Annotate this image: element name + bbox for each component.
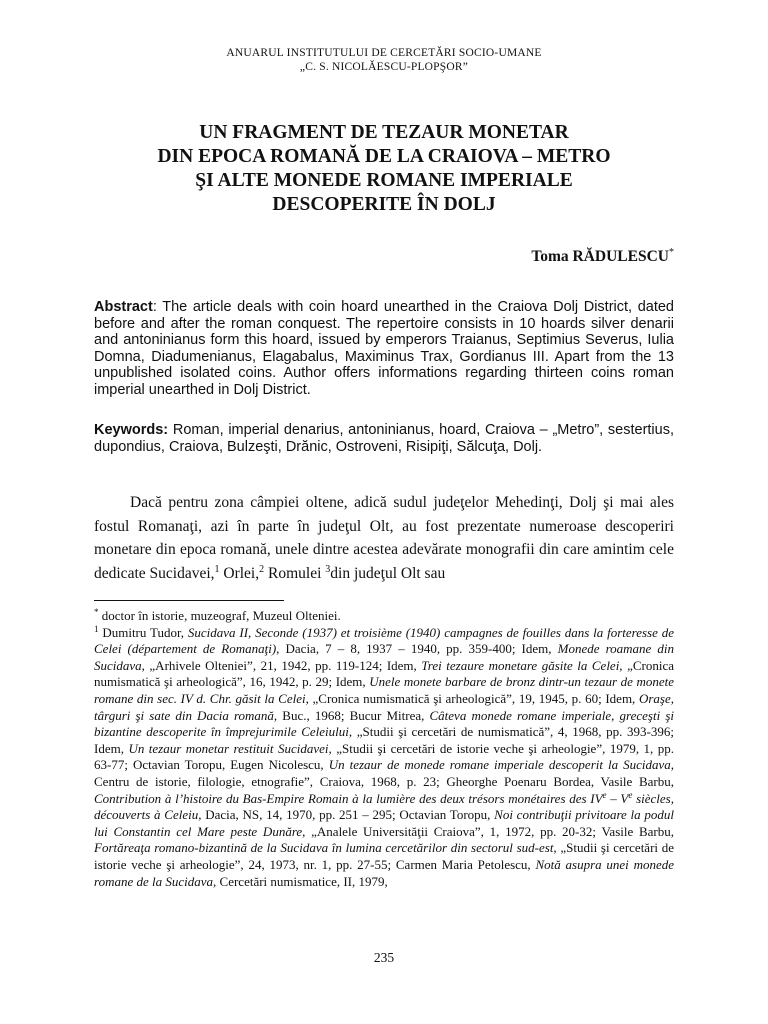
citation-title-part: – V: [606, 790, 629, 806]
footnote-text: „Analele Universităţii Craiova”, 1, 1972, pp. 20-32; Vasile Barbu,: [305, 823, 674, 839]
footnote-mark: 1: [94, 623, 99, 634]
footnote-text: Buc., 1968; Bucur Mitrea,: [277, 707, 430, 723]
footnote-text: „Studii şi cercetări de istorie veche şi arheologie”, 24, 1973, nr. 1, pp. 27-55; Carmen Maria Petolescu,: [94, 840, 674, 872]
body-segment: Orlei,: [219, 564, 260, 582]
footnote-text: „Cronica numismatică şi arheologică”, 19, 1945, p. 60; Idem,: [308, 690, 639, 706]
keywords: [94, 422, 674, 455]
footnote-text: Cercetări numismatice, II, 1979,: [216, 873, 388, 889]
journal-name: ANUARUL INSTITUTULUI DE CERCETĂRI SOCIO-UMANE: [226, 47, 542, 59]
keywords-label: Keywords:: [94, 422, 169, 438]
footnote-ref: 1: [214, 563, 220, 575]
footnote-divider: [94, 600, 284, 601]
citation-title: Monede roamane din Sucidava,: [94, 641, 675, 673]
footnote-mark: *: [94, 607, 99, 617]
footnote-text: „Arhivele Olteniei”, 21, 1942, pp. 119-124; Idem,: [144, 657, 422, 673]
footnote-ref: 3: [325, 563, 331, 575]
footnote-text: „Studii şi cercetări de numismatică”, 4, 1968, pp. 393-396; Idem,: [94, 724, 674, 756]
footnote-text: , Dacia, 7 – 8, 1937 – 1940, pp. 359-400; Idem,: [276, 641, 558, 657]
citation-title: Fortăreaţa romano-bizantină de la Sucidava în lumina cercetărilor din sectorul sud-est,: [94, 840, 557, 856]
body-segment: Dacă pentru zona câmpiei oltene, adică sudul judeţelor Mehedinţi, Dolj şi mai ales fostul Romanaţi, azi în parte în judeţul Olt, au fost prezentate numeroase descoperiri monetare din epoca romană, unele dintre acestea adevărate monografii din care amintim cele dedicate Sucidavei,: [94, 494, 674, 582]
footnote-1: [94, 625, 674, 891]
citation-title: Notă asupra unei monede romane de la Sucidava,: [94, 856, 674, 889]
citation-title: Trei tezaure monetare găsite la Celei,: [421, 657, 623, 673]
title-line-1: UN FRAGMENT DE TEZAUR MONETAR: [199, 122, 569, 143]
superscript: e: [602, 789, 607, 800]
footnote-text: doctor în istorie, muzeograf, Muzeul Olteniei.: [98, 608, 341, 623]
footnote-text: „Cronica numismatică şi arheologică”, 16, 1942, p. 29; Idem,: [94, 657, 674, 690]
journal-header: [0, 46, 768, 74]
title-line-2: DIN EPOCA ROMANĂ DE LA CRAIOVA – METRO: [157, 146, 611, 167]
citation-title: Un tezaur monetar restituit Sucidavei,: [128, 740, 332, 756]
keywords-text: Roman, imperial denarius, antoninianus, hoard, Craiova – „Metro”, sestertius, dupondius, Craiova, Bulzeşti, Drănic, Ostroveni, Risipiţi, Sălcuţa, Dolj.: [94, 422, 674, 455]
body-paragraph: [94, 491, 674, 585]
footnote-text: Dumitru Tudor,: [98, 624, 188, 640]
citation-title: Unele monete barbare de bronz dintr-un tezaur de monete romane din sec. IV d. Chr. găsit la Celei,: [94, 674, 674, 706]
article-title: [60, 121, 708, 217]
author-footnote-mark: *: [669, 247, 674, 258]
citation-title-part: siècles, découverts à Celeiu,: [94, 790, 674, 823]
author-name: Toma RĂDULESCU: [531, 248, 669, 265]
citation-title-part: Contribution à l’histoire du Bas-Empire Romain à la lumière des deux trésors monétaires des IV: [94, 790, 603, 806]
body-segment: din judeţul Olt sau: [330, 564, 446, 582]
page-number: 235: [373, 950, 395, 965]
abstract-label: Abstract: [94, 299, 153, 315]
citation-title: Un tezaur de monede romane imperiale descoperit la Sucidava,: [328, 757, 674, 773]
title-line-3: ŞI ALTE MONEDE ROMANE IMPERIALE: [195, 170, 573, 191]
citation-title: Noi contribuţii privitoare la podul lui Constantin cel Mare peste Dunăre,: [94, 807, 675, 839]
author-line: [531, 247, 674, 266]
footnotes: [94, 608, 674, 890]
journal-subname: „C. S. NICOLĂESCU-PLOPŞOR”: [299, 61, 469, 73]
footnote-text: Dacia, NS, 14, 1970, pp. 251 – 295; Octavian Toropu,: [201, 807, 495, 823]
citation-title: Câteva monede romane imperiale, greceşti şi bizantine descoperite în împrejurimile Celeiului,: [94, 707, 674, 740]
footnote-text: Centru de istorie, filologie, etnografie”, Craiova, 1968, p. 23; Gheorghe Poenaru Bordea, Vasile Barbu,: [94, 773, 674, 789]
citation-title: Oraşe, târguri şi sate din Dacia romană,: [94, 690, 674, 723]
footnote-text: „Studii şi cercetări de istorie veche şi arheologie”, 1979, 1, pp. 63-77; Octavian Toropu, Eugen Nicolescu,: [94, 740, 674, 773]
citation-title: Sucidava II, Seconde (1937) et troisième (1940) campagnes de fouilles dans la forteresse de Celei (département de Romanaţi): [94, 624, 674, 657]
footnote-author: [94, 608, 674, 625]
title-line-4: DESCOPERITE ÎN DOLJ: [272, 194, 496, 215]
superscript: e: [628, 789, 633, 800]
footnote-ref: 2: [259, 563, 265, 575]
abstract-text: : The article deals with coin hoard unearthed in the Craiova Dolj District, dated before and after the roman conquest. The repertoire consists in 10 hoards silver denarii and antoninianus form this hoard, issued by emperors Traianus, Septimius Severus, Iulia Domna, Diadumenianus, Elagabalus, Maximinus Trax, Gordianus III. Apart from the 13 unpublished isolated coins. Author offers informations regarding thirteen coins roman imperial unearthed in Dolj District.: [94, 299, 674, 398]
body-segment: Romulei: [264, 564, 326, 582]
abstract: [94, 299, 674, 399]
